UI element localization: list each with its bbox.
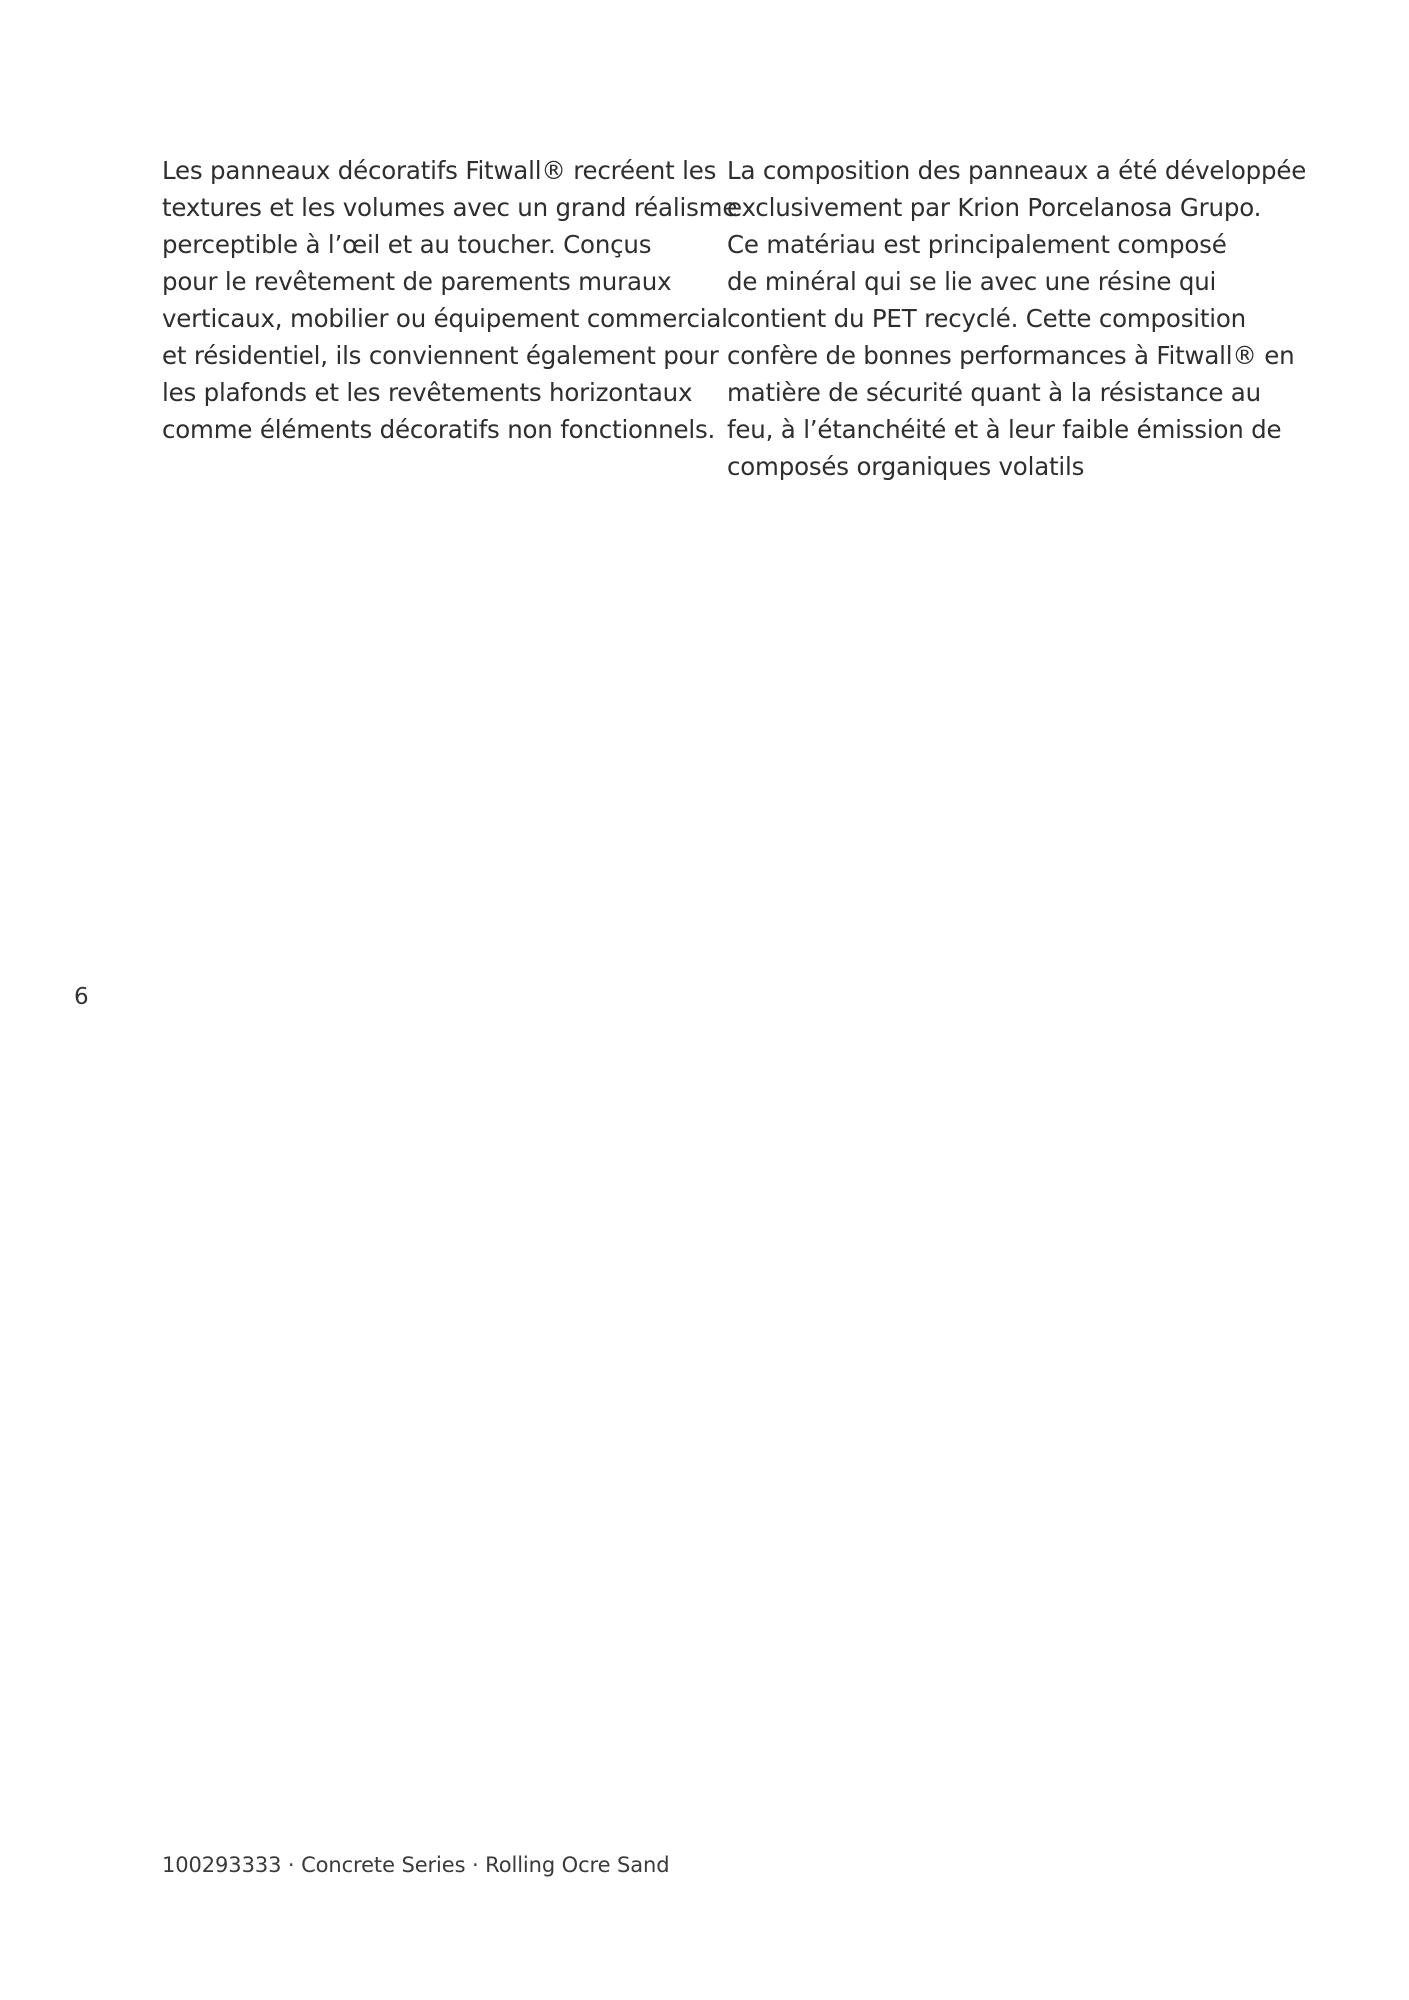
right-column-line-7: matière de sécurité quant à la résistance au <box>727 378 1261 407</box>
left-column-line-2: textures et les volumes avec un grand réalisme <box>162 193 738 222</box>
right-column-line-9: composés organiques volatils <box>727 452 1085 481</box>
right-column-line-1: La composition des panneaux a été développée <box>727 156 1307 185</box>
product-caption: 100293333 · Concrete Series · Rolling Ocre Sand <box>162 1853 670 1877</box>
left-column-line-1: Les panneaux décoratifs Fitwall® recréent les <box>162 156 717 185</box>
right-column-line-8: feu, à l’étanchéité et à leur faible émission de <box>727 415 1282 444</box>
right-column-line-3: Ce matériau est principalement composé <box>727 230 1227 259</box>
left-column-line-7: les plafonds et les revêtements horizontaux <box>162 378 693 407</box>
page-number: 6 <box>74 984 89 1010</box>
right-column-line-5: contient du PET recyclé. Cette composition <box>727 304 1246 333</box>
left-column-line-8: comme éléments décoratifs non fonctionnels. <box>162 415 716 444</box>
left-column-line-6: et résidentiel, ils conviennent également pour <box>162 341 719 370</box>
left-text-column <box>162 152 738 448</box>
right-text-column <box>727 152 1307 485</box>
left-column-line-5: verticaux, mobilier ou équipement commercial <box>162 304 728 333</box>
right-column-line-2: exclusivement par Krion Porcelanosa Grupo. <box>727 193 1262 222</box>
right-column-line-6: confère de bonnes performances à Fitwall® en <box>727 341 1295 370</box>
left-column-line-4: pour le revêtement de parements muraux <box>162 267 672 296</box>
left-column-line-3: perceptible à l’œil et au toucher. Conçus <box>162 230 652 259</box>
right-column-line-4: de minéral qui se lie avec une résine qui <box>727 267 1217 296</box>
